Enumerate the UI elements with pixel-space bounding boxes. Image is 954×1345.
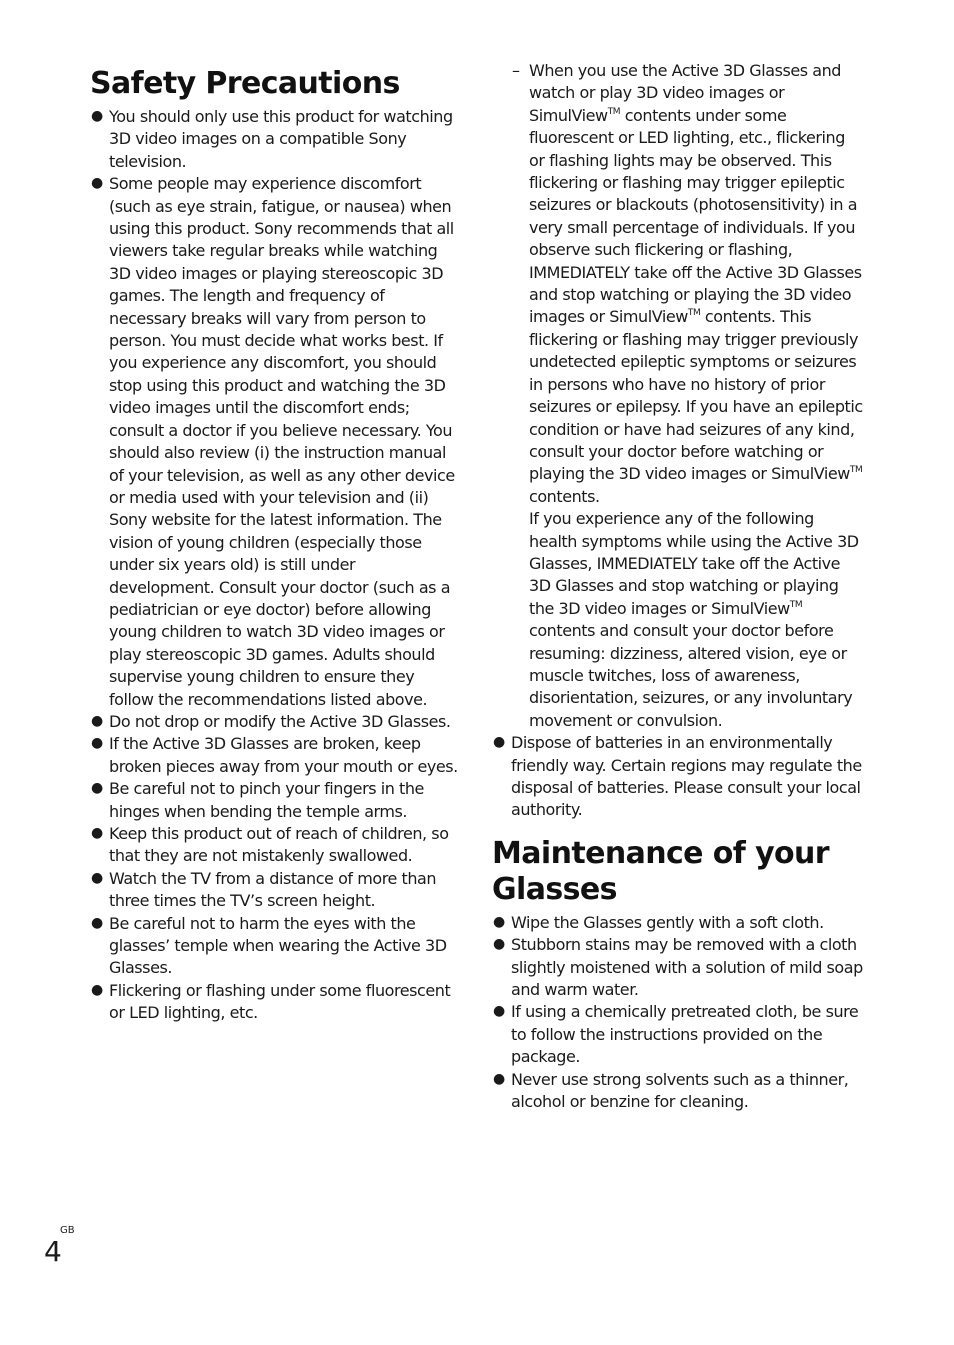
trademark-mark: TM [849, 465, 863, 476]
flicker-warning-paragraph: When you use the Active 3D Glasses and watch or play 3D video images or SimulView™ contents under some fluorescent or LED lighting, etc., flickering or flashing lights may be observed. This flickering or flashing may trigger epileptic seizures or blackouts (photosensitivity) in a very small percentage of individuals. If you observe such flickering or flashing, IMMEDIATELY take off the Active 3D Glasses and stop watching or playing the 3D video images or SimulView™ contents. This flickering or flashing may trigger previously undetected epileptic symptoms or seizures in persons who have no history of prior seizures or epilepsy. If you have an epileptic condition or have had seizures of any kind, consult your doctor before watching or playing the 3D video images or SimulView™ contents. [529, 61, 863, 506]
health-symptoms-paragraph: If you experience any of the following health symptoms while using the Active 3D Glasses, IMMEDIATELY take off the Active 3D Glasses and stop watching or playing the 3D video images or SimulView™ contents and consult your doctor before resuming: dizziness, altered vision, eye or muscle twitches, loss of awareness, disorientation, seizures, or any involuntary movement or convulsion. [529, 509, 859, 730]
bullet-icon: ● [493, 936, 505, 953]
bullet-icon: ● [91, 735, 103, 752]
list-item: ● Do not drop or modify the Active 3D Glasses. [91, 711, 451, 731]
safety-list [90, 106, 462, 1025]
list-item: ● Keep this product out of reach of children, so that they are not mistakenly swallowed. [91, 824, 449, 866]
list-item: ● Flickering or flashing under some fluorescent or LED lighting, etc. [91, 980, 451, 1023]
bullet-icon: ● [91, 780, 103, 797]
trademark-mark: TM [607, 106, 621, 117]
list-item: ● Dispose of batteries in an environmentally friendly way. Certain regions may regulate the disposal of batteries. Please consult your local authority. [493, 733, 862, 820]
bullet-icon: ● [91, 825, 103, 841]
safety-list-continued [492, 732, 864, 822]
list-item: ● If using a chemically pretreated cloth, be sure to follow the instructions provided on the package. [493, 1002, 859, 1067]
trademark-mark: TM [789, 599, 803, 610]
safety-title: Safety Precautions [90, 66, 400, 101]
list-item: ● If the Active 3D Glasses are broken, keep broken pieces away from your mouth or eyes. [91, 734, 458, 776]
bullet-icon: ● [91, 914, 103, 931]
page-number: 4 [44, 1235, 62, 1268]
left-column [90, 60, 462, 1025]
bullet-icon: ● [91, 108, 103, 124]
bullet-icon: ● [91, 869, 103, 886]
list-item: ● You should only use this product for watching 3D video images on a compatible Sony television. [91, 107, 453, 171]
maintenance-list [492, 912, 864, 1114]
list-item: ● Be careful not to pinch your fingers in the hinges when bending the temple arms. [91, 779, 424, 821]
right-column [492, 60, 864, 1113]
list-item: ● Wipe the Glasses gently with a soft cloth. [493, 912, 824, 932]
region-code: GB [60, 1225, 75, 1236]
list-item: ● Some people may experience discomfort (such as eye strain, fatigue, or nausea) when using this product. Sony recommends that all viewers take regular breaks while watching 3D video images or playing stereoscopic 3D games. The length and frequency of necessary breaks will vary from person to person. You must decide what works best. If you experience any discomfort, you should stop using this product and watching the 3D video images until the discomfort ends; consult a doctor if you believe necessary. You should also review (i) the instruction manual of your television, as well as any other device or media used with your television and (ii) Sony website for the latest information. The vision of young children (especially those under six years old) is still under development. Consult your doctor (such as a pediatrician or eye doctor) before allowing young children to watch 3D video images or play stereoscopic 3D games. Adults should supervise young children to ensure they follow the recommendations listed above. [91, 174, 455, 709]
bullet-icon: ● [493, 1070, 505, 1087]
list-item: ● Watch the TV from a distance of more than three times the TV’s screen height. [91, 868, 437, 911]
list-item: ● Be careful not to harm the eyes with the glasses’ temple when wearing the Active 3D Glasses. [91, 913, 447, 978]
list-item: ● Never use strong solvents such as a thinner, alcohol or benzine for cleaning. [493, 1069, 849, 1112]
bullet-icon: ● [91, 981, 103, 998]
maintenance-title: Maintenance of your Glasses [492, 835, 829, 907]
bullet-icon: ● [91, 712, 103, 729]
bullet-icon: ● [91, 175, 103, 192]
trademark-mark: TM [687, 308, 701, 319]
dash-icon: – [512, 61, 520, 80]
flicker-subitem [492, 60, 864, 732]
bullet-icon: ● [493, 913, 505, 930]
list-item: ● Stubborn stains may be removed with a cloth slightly moistened with a solution of mild soap and warm water. [493, 935, 863, 1000]
bullet-icon: ● [493, 734, 505, 751]
bullet-icon: ● [493, 1003, 505, 1020]
